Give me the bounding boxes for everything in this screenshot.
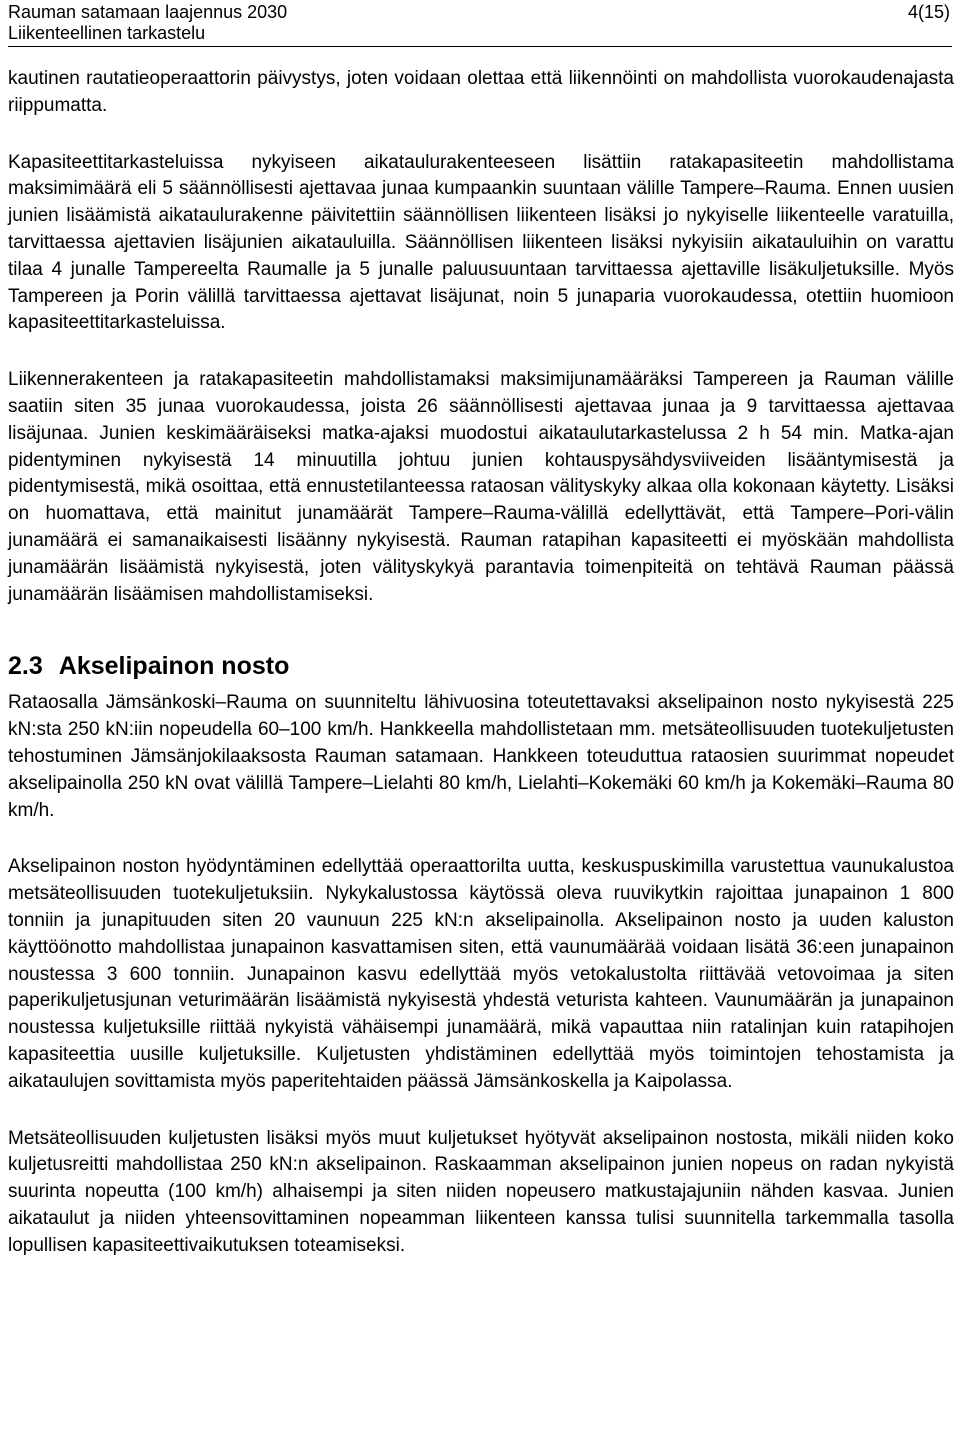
section-title: Akselipainon nosto xyxy=(58,652,290,681)
paragraph-1: kautinen rautatieoperaattorin päivystys, joten voidaan olettaa että liikennöinti on mahdollista vuorokaudenajasta riippumatta. xyxy=(8,68,954,116)
paragraph-5: Akselipainon noston hyödyntäminen edellyttää operaattorilta uutta, keskuspuskimilla varustettua vaunukalustoa metsäteollisuuden tuotekuljetuksiin. Nykykalustossa käytössä oleva ruuvikytkin rajoittaa junapainon 1 800 tonniin ja junapituuden siten 20 vaunuun 225 kN:n akselipainolla. Akselipainon nosto ja uuden kaluston käyttöönotto mahdollistaa junapainon kasvattamisen siten, että vaunumäärää voidaan lisätä 36:een junapainon noustessa 3 600 tonniin. Junapainon kasvu edellyttää myös vetokalustolta riittävää vetovoimaa ja siten paperikuljetusjunan veturimäärän lisäämistä nykyisestä yhdestä veturista kahteen. Vaunumäärän ja junapainon noustessa kuljetuksille riittää nykyistä vähäisempi junamäärä, mikä vapauttaa niin ratalinjan kuin ratapihojen kapasiteettia uusille kuljetuksille. Kuljetusten yhdistäminen edellyttää myös toimintojen tehostamista ja aikataulujen sovittamista myös paperitehtaiden päässä Jämsänkoskella ja Kaipolassa. xyxy=(8,856,954,1092)
page-number: 4(15) xyxy=(907,2,950,22)
paragraph-2: Kapasiteettitarkasteluissa nykyiseen aikataulurakenteeseen lisättiin ratakapasiteetin mahdollistama maksimimäärä eli 5 säännöllisesti ajettavaa junaa kumpaankin suuntaan välille Tampere–Rauma. Ennen uusien junien lisäämistä aikataulurakenne päivitettiin säännöllisen liikenteen lisäksi jo nykyiselle liikenteelle varatuilla, tarvittaessa ajettavien lisäjunien aikatauluilla. Säännöllisen liikenteen lisäksi nykyisiin aikatauluihin on varattu tilaa 4 junalle Tampereelta Raumalle ja 5 junalle paluusuuntaan tarvittaessa ajettaville lisäkuljetuksille. Myös Tampereen ja Porin välillä tarvittaessa ajettavat lisäjunat, noin 5 junaparia vuorokaudessa, otettiin huomioon kapasiteettitarkasteluissa. xyxy=(8,151,954,334)
document-title: Rauman satamaan laajennus 2030 xyxy=(8,2,288,22)
page-header xyxy=(8,2,952,46)
paragraph-3: Liikennerakenteen ja ratakapasiteetin mahdollistamaksi maksimijunamääräksi Tampereen ja Rauman välille saatiin siten 35 junaa vuorokaudessa, joista 26 säännöllisesti ajettavaa junaa ja 9 tarvittaessa ajettavaa lisäjunaa. Junien keskimääräiseksi matka-ajaksi muodostui aikataulutarkastelussa 2 h 54 min. Matka-ajan pidentyminen nykyisestä 14 minuutilla johtuu junien kohtauspysähdysviiveiden lisääntymisestä ja pidentymisestä, mikä osoittaa, että ennustetilanteessa rataosan välityskyky alkaa olla kokonaan käytetty. Lisäksi on huomattava, että mainitut junamäärät Tampere–Rauma-välillä edellyttävät, että Tampere–Pori-välin junamäärä ei samanaikaisesti lisäänny nykyisestä. Rauman ratapihan kapasiteetti ei myöskään mahdollista junamäärän lisäämistä nykyisestä, joten välityskykyä parantavia toimenpiteitä on tehtävä Rauman päässä junamäärän lisäämisen mahdollistamiseksi. xyxy=(8,369,954,605)
paragraph-6: Metsäteollisuuden kuljetusten lisäksi myös muut kuljetukset hyötyvät akselipainon nostosta, mikäli niiden koko kuljetusreitti mahdollistaa 250 kN:n akselipainon. Raskaamman akselipainon junien nopeus on radan nykyistä suurinta nopeutta (100 km/h) alhaisempi ja siten niiden nopeusero matkustajajuniin nähden kasvaa. Junien aikataulut ja niiden yhteensovittaminen nopeamman liikenteen kanssa tulisi suunnitella tarkemmalla tasolla lopullisen kapasiteettivaikutuksen toteamiseksi. xyxy=(8,1127,954,1256)
section-heading xyxy=(8,650,954,682)
header-divider xyxy=(8,46,952,47)
document-body xyxy=(8,66,954,1259)
section-number: 2.3 xyxy=(8,652,43,681)
paragraph-4: Rataosalla Jämsänkoski–Rauma on suunniteltu lähivuosina toteutettavaksi akselipainon nosto nykyisestä 225 kN:sta 250 kN:iin nopeudella 60–100 km/h. Hankkeella mahdollistetaan mm. metsäteollisuuden tuotekuljetusten tehostuminen Jämsänjokilaaksosta Rauman satamaan. Hankkeen toteuduttua rataosien suurimmat nopeudet akselipainolla 250 kN ovat välillä Tampere–Lielahti 80 km/h, Lielahti–Kokemäki 60 km/h ja Kokemäki–Rauma 80 km/h. xyxy=(8,692,954,821)
document-subtitle: Liikenteellinen tarkastelu xyxy=(8,23,206,43)
